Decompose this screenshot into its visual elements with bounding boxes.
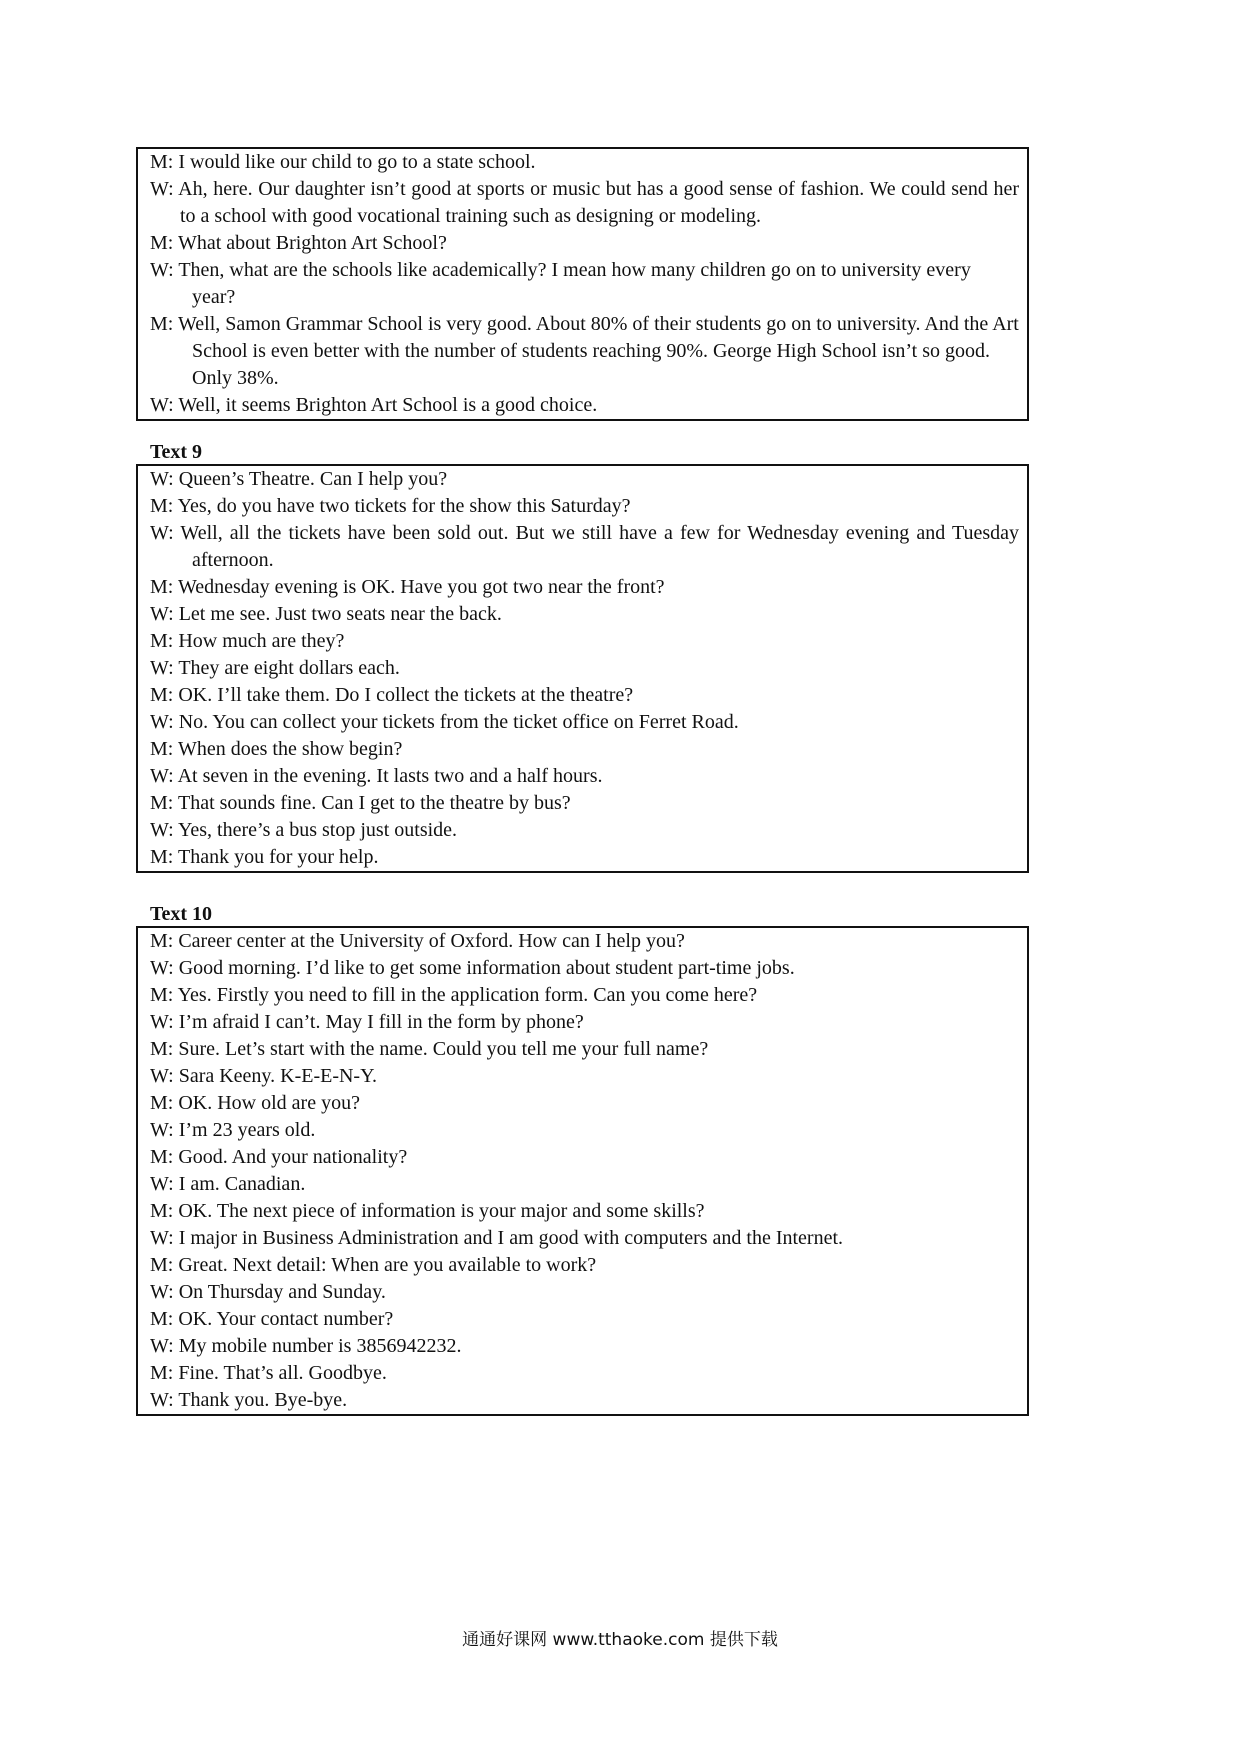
dialogue-line: W: Well, all the tickets have been sold out. But we still have a few for Wednesday evening and Tuesday afternoon.: [150, 522, 1019, 571]
dialogue-line: M: Great. Next detail: When are you available to work?: [150, 1254, 597, 1276]
dialogue-line: M: OK. How old are you?: [150, 1092, 360, 1114]
dialogue-line: W: On Thursday and Sunday.: [150, 1281, 386, 1303]
dialogue-line: M: OK. The next piece of information is your major and some skills?: [150, 1200, 705, 1222]
dialogue-line: M: Yes. Firstly you need to fill in the application form. Can you come here?: [150, 984, 758, 1006]
dialogue-line: W: Queen’s Theatre. Can I help you?: [150, 468, 448, 490]
dialogue-line: W: My mobile number is 3856942232.: [150, 1335, 462, 1357]
text8-dialogue-box: [136, 147, 1029, 421]
dialogue-line: W: Ah, here. Our daughter isn’t good at sports or music but has a good sense of fashion. We could send her to a school with good vocational training such as designing or modeling.: [150, 178, 1019, 227]
dialogue-line: M: What about Brighton Art School?: [150, 232, 447, 254]
dialogue-line: M: OK. Your contact number?: [150, 1308, 394, 1330]
dialogue-line: M: Wednesday evening is OK. Have you got two near the front?: [150, 576, 665, 598]
dialogue-line: W: Well, it seems Brighton Art School is a good choice.: [150, 394, 598, 416]
dialogue-line: M: That sounds fine. Can I get to the theatre by bus?: [150, 792, 571, 814]
dialogue-line: W: I am. Canadian.: [150, 1173, 306, 1195]
dialogue-line: W: Yes, there’s a bus stop just outside.: [150, 819, 458, 841]
text10-dialogue-box: [136, 926, 1029, 1416]
dialogue-line: M: When does the show begin?: [150, 738, 403, 760]
dialogue-line: W: Sara Keeny. K-E-E-N-Y.: [150, 1065, 377, 1087]
dialogue-line: M: Good. And your nationality?: [150, 1146, 408, 1168]
dialogue-line: W: I’m afraid I can’t. May I fill in the form by phone?: [150, 1011, 584, 1033]
text10-heading: Text 10: [150, 903, 213, 925]
dialogue-line: M: Career center at the University of Oxford. How can I help you?: [150, 930, 685, 952]
dialogue-line: M: Fine. That’s all. Goodbye.: [150, 1362, 387, 1384]
text9-heading: Text 9: [150, 441, 203, 463]
page-footer: 通通好课网 www.tthaoke.com 提供下载: [462, 1630, 778, 1650]
dialogue-line: M: How much are they?: [150, 630, 345, 652]
dialogue-line: W: I’m 23 years old.: [150, 1119, 316, 1141]
dialogue-line: W: Then, what are the schools like academically? I mean how many children go on to university every year?: [150, 259, 971, 308]
dialogue-line: M: Sure. Let’s start with the name. Could you tell me your full name?: [150, 1038, 709, 1060]
dialogue-line: W: I major in Business Administration and I am good with computers and the Internet.: [150, 1227, 844, 1249]
dialogue-line: W: Good morning. I’d like to get some information about student part-time jobs.: [150, 957, 795, 979]
dialogue-line: M: Thank you for your help.: [150, 846, 379, 868]
dialogue-line: M: Yes, do you have two tickets for the show this Saturday?: [150, 495, 631, 517]
dialogue-line: M: OK. I’ll take them. Do I collect the tickets at the theatre?: [150, 684, 634, 706]
dialogue-line: W: No. You can collect your tickets from the ticket office on Ferret Road.: [150, 711, 739, 733]
dialogue-line: M: I would like our child to go to a state school.: [150, 151, 536, 173]
dialogue-line: W: Thank you. Bye-bye.: [150, 1389, 348, 1411]
text9-dialogue-box: [136, 464, 1029, 873]
dialogue-line: W: Let me see. Just two seats near the back.: [150, 603, 502, 625]
dialogue-line: W: At seven in the evening. It lasts two and a half hours.: [150, 765, 603, 787]
dialogue-line: M: Well, Samon Grammar School is very good. About 80% of their students go on to university. And the Art School is even better with the number of students reaching 90%. George High School isn’t so good. Only 38%.: [150, 313, 1019, 389]
dialogue-line: W: They are eight dollars each.: [150, 657, 400, 679]
